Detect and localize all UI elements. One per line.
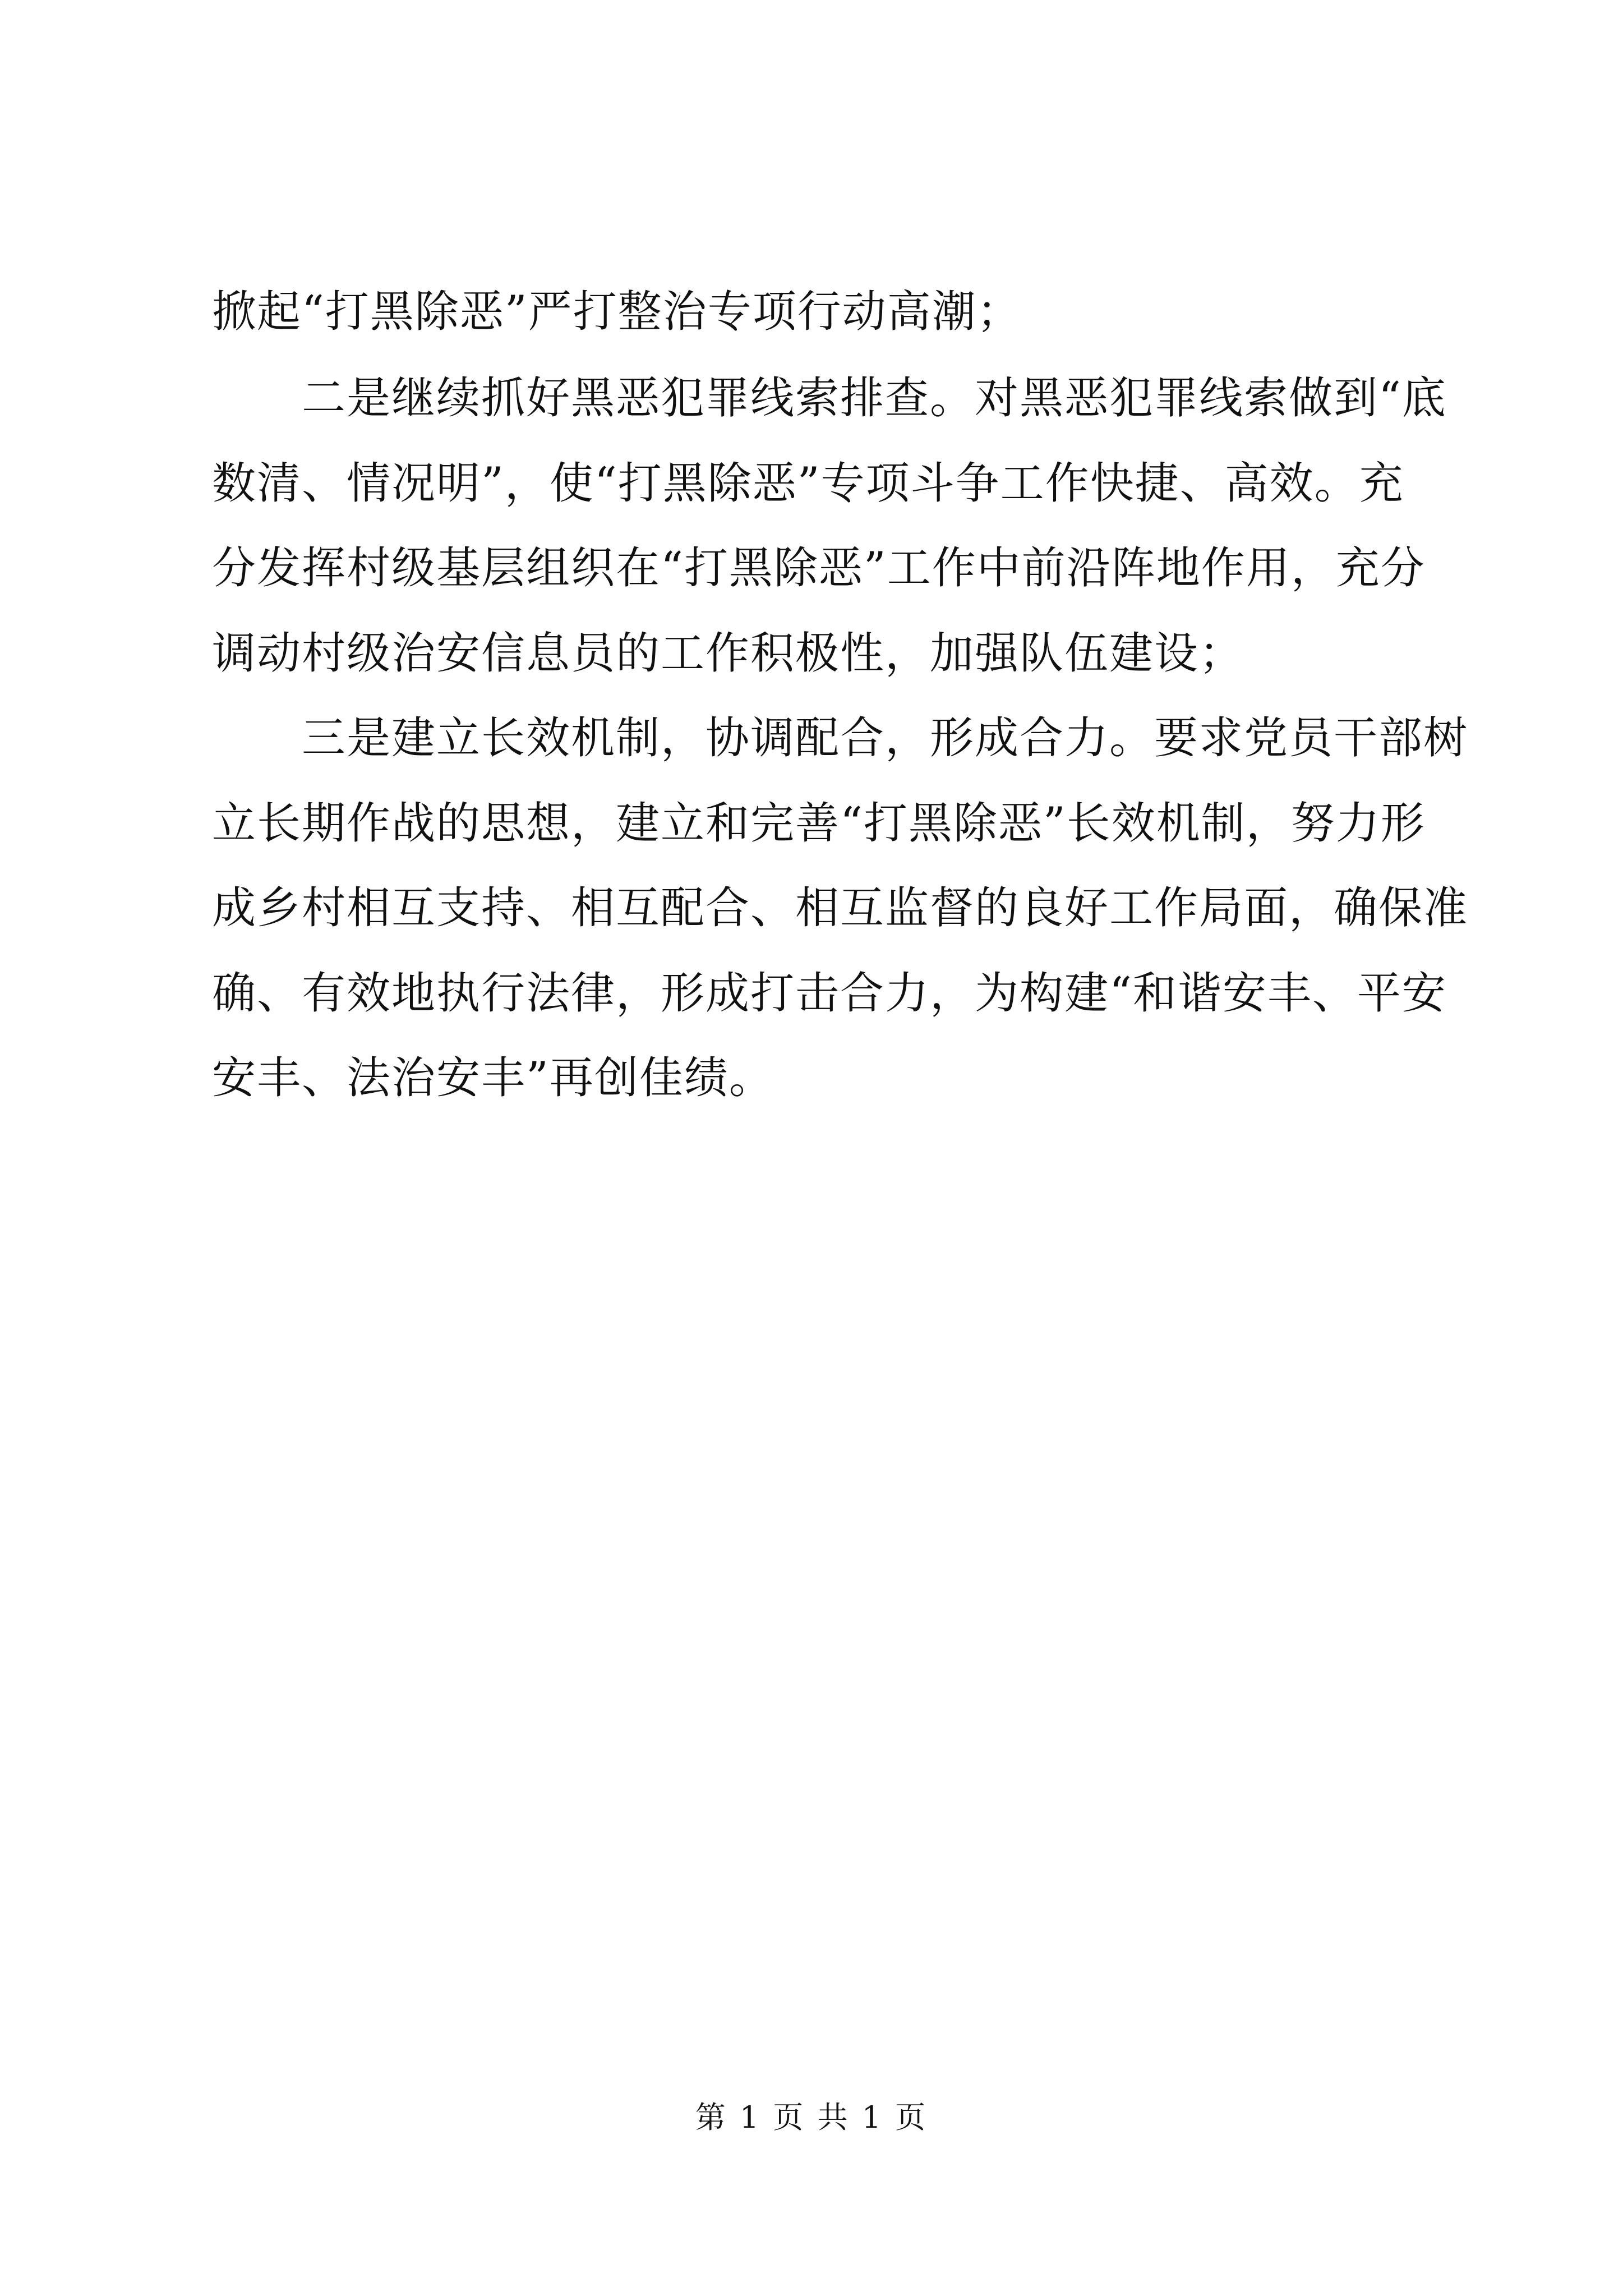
body-line-6: 三是建立长效机制，协调配合，形成合力。要求党员干部树 [212,713,1469,763]
body-line-8: 成乡村相互支持、相互配合、相互监督的良好工作局面，确保准 [212,883,1469,933]
body-line-10: 安丰、法治安丰”再创佳绩。 [212,1053,774,1103]
body-line-4: 分发挥村级基层组织在“打黑除恶”工作中前沿阵地作用，充分 [212,543,1426,593]
body-line-9: 确、有效地执行法律，形成打击合力，为构建“和谐安丰、平安 [212,968,1447,1019]
body-line-1: 掀起“打黑除恶”严打整治专项行动高潮； [212,287,1022,337]
body-line-3: 数清、情况明”，使“打黑除恶”专项斗争工作快捷、高效。充 [212,458,1404,509]
body-line-2: 二是继续抓好黑恶犯罪线索排查。对黑恶犯罪线索做到“底 [212,373,1447,424]
page-footer: 第 1 页 共 1 页 [695,2100,928,2135]
body-line-5: 调动村级治安信息员的工作积极性，加强队伍建设； [212,628,1244,679]
body-line-7: 立长期作战的思想，建立和完善“打黑除恶”长效机制，努力形 [212,798,1426,849]
